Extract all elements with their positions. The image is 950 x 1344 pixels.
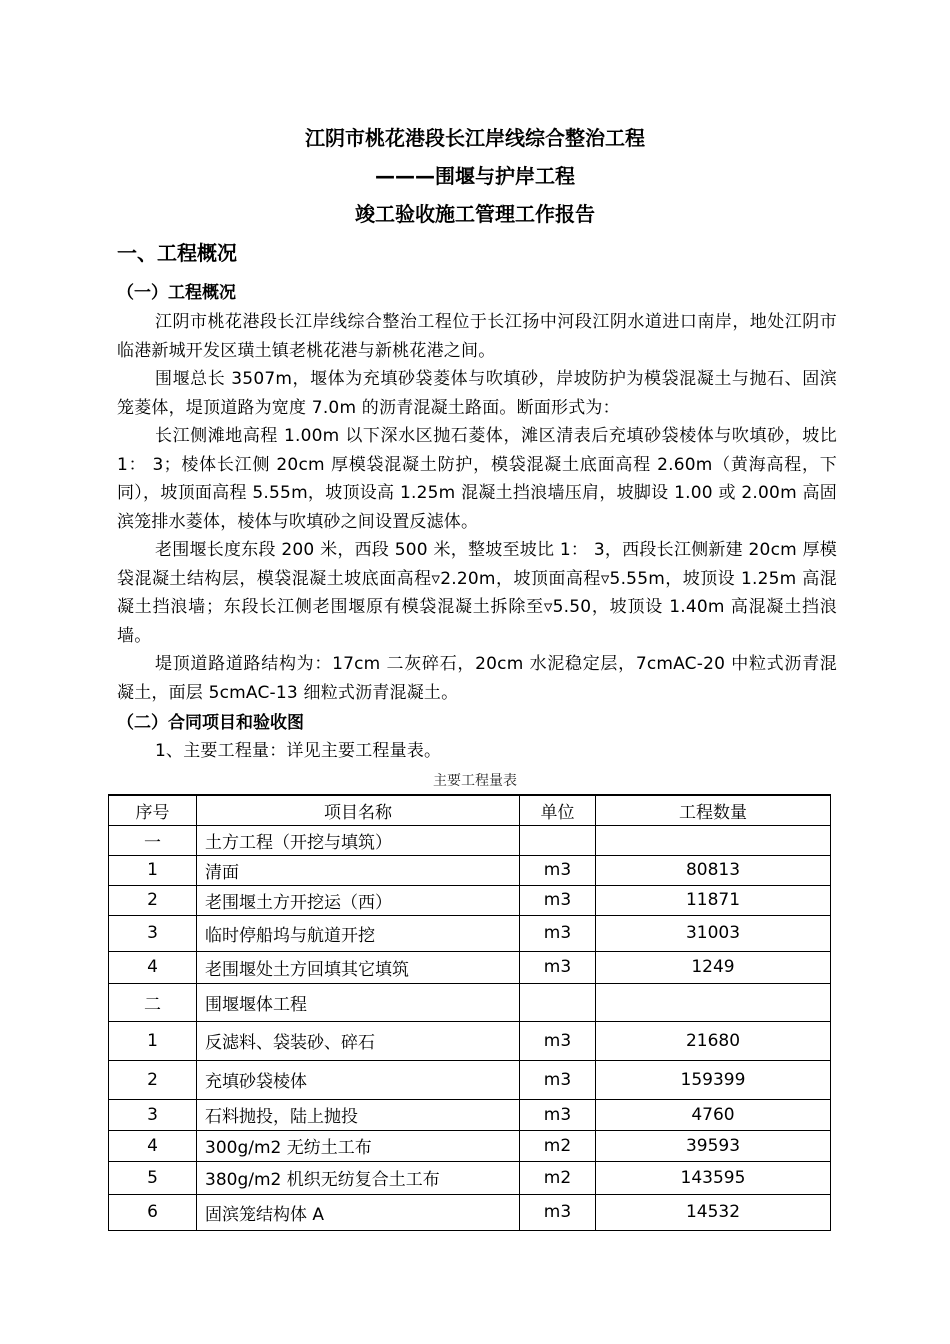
cell-item-name: 围堰堰体工程 — [197, 983, 520, 1021]
cell-item-name: 300g/m2 无纺土工布 — [197, 1130, 520, 1161]
table-row — [109, 825, 831, 855]
cell-index: 5 — [109, 1161, 197, 1194]
cell-unit: m3 — [520, 1194, 596, 1230]
table-row — [109, 1021, 831, 1060]
cell-quantity — [596, 825, 831, 855]
cell-item-name: 石料抛投，陆上抛投 — [197, 1099, 520, 1130]
cell-index: 4 — [109, 1130, 197, 1161]
cell-index: 4 — [109, 951, 197, 983]
cell-index: 3 — [109, 1099, 197, 1130]
cell-unit — [520, 983, 596, 1021]
cell-item-name: 380g/m2 机织无纺复合土工布 — [197, 1161, 520, 1194]
cell-quantity — [596, 983, 831, 1021]
header-quantity: 工程数量 — [596, 795, 831, 825]
cell-unit: m3 — [520, 915, 596, 951]
table-row — [109, 1161, 831, 1194]
cell-unit: m3 — [520, 885, 596, 915]
cell-unit: m3 — [520, 855, 596, 885]
cell-quantity: 143595 — [596, 1161, 831, 1194]
cell-quantity: 31003 — [596, 915, 831, 951]
quantity-table — [108, 794, 831, 1231]
subsection-heading-contract: （二）合同项目和验收图 — [117, 713, 304, 733]
doc-subtitle: ———围堰与护岸工程 — [375, 164, 575, 188]
cell-quantity: 159399 — [596, 1060, 831, 1099]
paragraph-cofferdam-summary: 围堰总长 3507m，堰体为充填砂袋菱体与吹填砂，岸坡防护为模袋混凝土与抛石、固滨笼菱体，堤顶道路为宽度 7.0m 的沥青混凝土路面。断面形式为： — [117, 369, 837, 418]
cell-item-name: 临时停船坞与航道开挖 — [197, 915, 520, 951]
cell-item-name: 清面 — [197, 855, 520, 885]
cell-index: 一 — [109, 825, 197, 855]
cell-index: 1 — [109, 1021, 197, 1060]
subsection-heading-overview: （一）工程概况 — [117, 283, 236, 303]
paragraph-old-cofferdam: 老围堰长度东段 200 米，西段 500 米，整坡至坡比 1： 3，西段长江侧新建 20cm 厚模袋混凝土结构层，模袋混凝土坡底面高程▿2.20m，坡顶面高程▿5.55m，坡顶设 1.25m 高混凝土挡浪墙；东段长江侧老围堰原有模袋混凝土拆除至▿5.50，坡顶设 1.40m 高混凝土挡浪墙。 — [117, 540, 837, 646]
table-caption: 主要工程量表 — [433, 773, 517, 789]
table-row — [109, 1130, 831, 1161]
cell-item-name: 土方工程（开挖与填筑） — [197, 825, 520, 855]
table-row — [109, 855, 831, 885]
cell-unit: m2 — [520, 1161, 596, 1194]
table-row — [109, 951, 831, 983]
paragraph-section-form: 长江侧滩地高程 1.00m 以下深水区抛石菱体，滩区清表后充填砂袋棱体与吹填砂，坡比 1： 3；棱体长江侧 20cm 厚模袋混凝土防护，模袋混凝土底面高程 2.60m（黄海高程，下同），坡顶面高程 5.55m，坡顶设高 1.25m 混凝土挡浪墙压肩，坡脚设 1.00 或 2.00m 高固滨笼排水菱体，棱体与吹填砂之间设置反滤体。 — [117, 426, 837, 532]
doc-report-title: 竣工验收施工管理工作报告 — [355, 202, 595, 226]
table-row — [109, 983, 831, 1021]
cell-quantity: 39593 — [596, 1130, 831, 1161]
table-row — [109, 1060, 831, 1099]
cell-item-name: 反滤料、袋装砂、碎石 — [197, 1021, 520, 1060]
cell-unit: m2 — [520, 1130, 596, 1161]
paragraph-location: 江阴市桃花港段长江岸线综合整治工程位于长江扬中河段江阴水道进口南岸，地处江阴市临港新城开发区璜土镇老桃花港与新桃花港之间。 — [117, 312, 837, 361]
cell-quantity: 1249 — [596, 951, 831, 983]
cell-index: 2 — [109, 1060, 197, 1099]
paragraph-road-structure: 堤顶道路道路结构为：17cm 二灰碎石，20cm 水泥稳定层，7cmAC-20 中粒式沥青混凝土，面层 5cmAC-13 细粒式沥青混凝土。 — [117, 654, 837, 703]
cell-unit: m3 — [520, 1021, 596, 1060]
cell-item-name: 老围堰土方开挖运（西） — [197, 885, 520, 915]
cell-index: 6 — [109, 1194, 197, 1230]
cell-quantity: 80813 — [596, 855, 831, 885]
section-heading-overview: 一、工程概况 — [117, 241, 237, 265]
table-header-row — [109, 795, 831, 825]
paragraph-quantity-note: 1、主要工程量：详见主要工程量表。 — [155, 741, 442, 761]
cell-item-name: 老围堰处土方回填其它填筑 — [197, 951, 520, 983]
header-unit: 单位 — [520, 795, 596, 825]
cell-item-name: 充填砂袋棱体 — [197, 1060, 520, 1099]
cell-quantity: 11871 — [596, 885, 831, 915]
cell-unit: m3 — [520, 1099, 596, 1130]
table-row — [109, 1194, 831, 1230]
cell-index: 1 — [109, 855, 197, 885]
header-index: 序号 — [109, 795, 197, 825]
header-item-name: 项目名称 — [197, 795, 520, 825]
doc-title: 江阴市桃花港段长江岸线综合整治工程 — [305, 126, 645, 150]
cell-quantity: 21680 — [596, 1021, 831, 1060]
cell-item-name: 固滨笼结构体 A — [197, 1194, 520, 1230]
cell-quantity: 4760 — [596, 1099, 831, 1130]
table-row — [109, 1099, 831, 1130]
table-row — [109, 915, 831, 951]
cell-quantity: 14532 — [596, 1194, 831, 1230]
cell-index: 2 — [109, 885, 197, 915]
cell-unit: m3 — [520, 951, 596, 983]
cell-index: 3 — [109, 915, 197, 951]
cell-unit — [520, 825, 596, 855]
cell-index: 二 — [109, 983, 197, 1021]
table-row — [109, 885, 831, 915]
cell-unit: m3 — [520, 1060, 596, 1099]
